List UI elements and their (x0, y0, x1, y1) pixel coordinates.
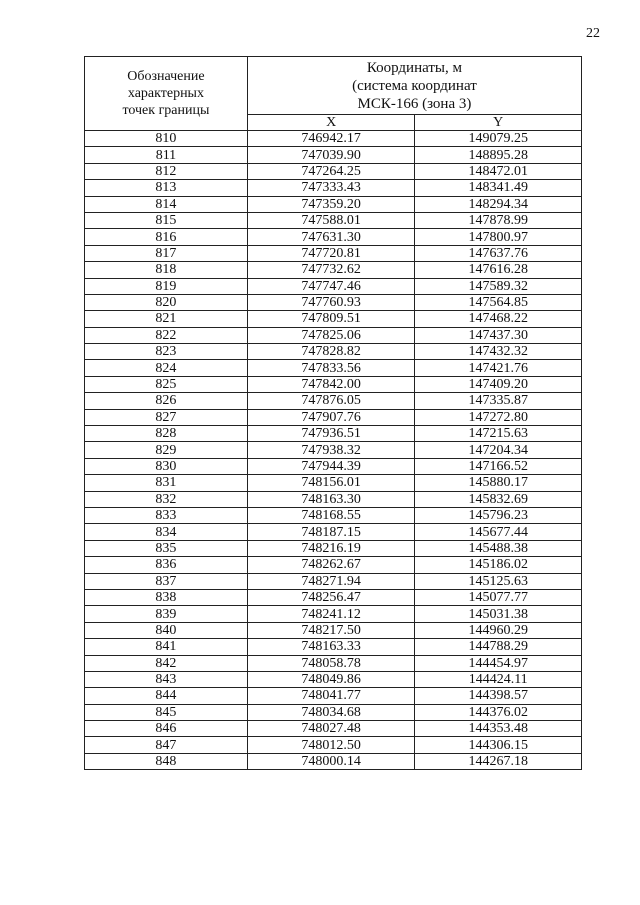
x-coordinate-cell: 748049.86 (247, 671, 415, 687)
y-coordinate-cell: 148472.01 (415, 163, 582, 179)
point-cell: 841 (85, 639, 248, 655)
table-row (85, 704, 582, 720)
x-coordinate-cell: 747264.25 (247, 163, 415, 179)
x-coordinate-cell: 748000.14 (247, 753, 415, 769)
y-coordinate-cell: 147272.80 (415, 409, 582, 425)
point-cell: 834 (85, 524, 248, 540)
point-cell: 812 (85, 163, 248, 179)
y-coordinate-cell: 144398.57 (415, 688, 582, 704)
point-cell: 840 (85, 622, 248, 638)
x-coordinate-cell: 748241.12 (247, 606, 415, 622)
point-cell: 810 (85, 131, 248, 147)
table-row (85, 589, 582, 605)
coordinates-header-line-2: (система координат (352, 77, 477, 94)
x-coordinate-cell: 747809.51 (247, 311, 415, 327)
table-row (85, 442, 582, 458)
x-coordinate-cell: 748262.67 (247, 557, 415, 573)
table-row (85, 573, 582, 589)
point-cell: 826 (85, 393, 248, 409)
x-coordinate-cell: 747833.56 (247, 360, 415, 376)
table-row (85, 524, 582, 540)
x-coordinate-cell: 748034.68 (247, 704, 415, 720)
y-coordinate-cell: 147437.30 (415, 327, 582, 343)
point-cell: 832 (85, 491, 248, 507)
x-coordinate-cell: 747876.05 (247, 393, 415, 409)
table-header (85, 57, 582, 131)
header-row (85, 57, 582, 115)
table-row (85, 737, 582, 753)
x-coordinate-cell: 747039.90 (247, 147, 415, 163)
table-row (85, 196, 582, 212)
x-coordinate-cell: 747825.06 (247, 327, 415, 343)
table-row (85, 655, 582, 671)
point-cell: 842 (85, 655, 248, 671)
y-coordinate-cell: 147468.22 (415, 311, 582, 327)
y-coordinate-cell: 147432.32 (415, 344, 582, 360)
table-row (85, 671, 582, 687)
x-coordinate-cell: 748058.78 (247, 655, 415, 671)
y-coordinate-cell: 145031.38 (415, 606, 582, 622)
y-coordinate-cell: 147564.85 (415, 294, 582, 310)
y-coordinate-cell: 147409.20 (415, 376, 582, 392)
table-row (85, 131, 582, 147)
point-cell: 814 (85, 196, 248, 212)
x-coordinate-cell: 747588.01 (247, 212, 415, 228)
table-row (85, 540, 582, 556)
point-cell: 847 (85, 737, 248, 753)
x-coordinate-cell: 747760.93 (247, 294, 415, 310)
table-row (85, 294, 582, 310)
y-coordinate-cell: 144454.97 (415, 655, 582, 671)
point-cell: 820 (85, 294, 248, 310)
x-coordinate-cell: 748271.94 (247, 573, 415, 589)
point-cell: 824 (85, 360, 248, 376)
x-column-header: X (247, 115, 415, 131)
point-cell: 827 (85, 409, 248, 425)
coordinates-header-line-1: Координаты, м (366, 59, 462, 76)
y-coordinate-cell: 147589.32 (415, 278, 582, 294)
x-coordinate-cell: 747828.82 (247, 344, 415, 360)
coordinates-table (84, 56, 582, 770)
x-coordinate-cell: 747936.51 (247, 426, 415, 442)
x-coordinate-cell: 748217.50 (247, 622, 415, 638)
table-row (85, 147, 582, 163)
y-coordinate-cell: 144267.18 (415, 753, 582, 769)
table-row (85, 606, 582, 622)
point-cell: 821 (85, 311, 248, 327)
point-cell: 817 (85, 245, 248, 261)
point-cell: 845 (85, 704, 248, 720)
y-coordinate-cell: 147616.28 (415, 262, 582, 278)
table-row (85, 245, 582, 261)
y-coordinate-cell: 144353.48 (415, 721, 582, 737)
point-cell: 822 (85, 327, 248, 343)
y-coordinate-cell: 147215.63 (415, 426, 582, 442)
y-column-header: Y (415, 115, 582, 131)
y-coordinate-cell: 147637.76 (415, 245, 582, 261)
table-row (85, 180, 582, 196)
designation-header (85, 57, 248, 131)
table-row (85, 721, 582, 737)
x-coordinate-cell: 748256.47 (247, 589, 415, 605)
table-row (85, 360, 582, 376)
point-cell: 839 (85, 606, 248, 622)
designation-header-line-2: характерных (127, 86, 204, 101)
point-cell: 813 (85, 180, 248, 196)
table-row (85, 262, 582, 278)
point-cell: 818 (85, 262, 248, 278)
table-row (85, 311, 582, 327)
point-cell: 846 (85, 721, 248, 737)
x-coordinate-cell: 748163.33 (247, 639, 415, 655)
x-coordinate-cell: 747720.81 (247, 245, 415, 261)
table-row (85, 475, 582, 491)
table-row (85, 753, 582, 769)
x-coordinate-cell: 748163.30 (247, 491, 415, 507)
y-coordinate-cell: 147335.87 (415, 393, 582, 409)
y-coordinate-cell: 145832.69 (415, 491, 582, 507)
point-cell: 833 (85, 507, 248, 523)
designation-header-line-3: точек границы (122, 103, 210, 118)
table-row (85, 639, 582, 655)
point-cell: 848 (85, 753, 248, 769)
table-row (85, 376, 582, 392)
table-row (85, 212, 582, 228)
point-cell: 829 (85, 442, 248, 458)
y-coordinate-cell: 148895.28 (415, 147, 582, 163)
y-coordinate-cell: 144376.02 (415, 704, 582, 720)
table-row (85, 688, 582, 704)
point-cell: 838 (85, 589, 248, 605)
x-coordinate-cell: 748216.19 (247, 540, 415, 556)
y-coordinate-cell: 144788.29 (415, 639, 582, 655)
table-body (85, 131, 582, 770)
point-cell: 831 (85, 475, 248, 491)
x-coordinate-cell: 748012.50 (247, 737, 415, 753)
table-row (85, 557, 582, 573)
x-coordinate-cell: 747359.20 (247, 196, 415, 212)
y-coordinate-cell: 145488.38 (415, 540, 582, 556)
y-coordinate-cell: 147800.97 (415, 229, 582, 245)
point-cell: 830 (85, 458, 248, 474)
table-row (85, 327, 582, 343)
point-cell: 843 (85, 671, 248, 687)
y-coordinate-cell: 147421.76 (415, 360, 582, 376)
point-cell: 835 (85, 540, 248, 556)
x-coordinate-cell: 747732.62 (247, 262, 415, 278)
y-coordinate-cell: 145125.63 (415, 573, 582, 589)
x-coordinate-cell: 747938.32 (247, 442, 415, 458)
table-row (85, 278, 582, 294)
x-coordinate-cell: 747907.76 (247, 409, 415, 425)
point-cell: 816 (85, 229, 248, 245)
table-row (85, 344, 582, 360)
x-coordinate-cell: 748168.55 (247, 507, 415, 523)
y-coordinate-cell: 149079.25 (415, 131, 582, 147)
y-coordinate-cell: 147204.34 (415, 442, 582, 458)
point-cell: 828 (85, 426, 248, 442)
y-coordinate-cell: 145880.17 (415, 475, 582, 491)
y-coordinate-cell: 144306.15 (415, 737, 582, 753)
x-coordinate-cell: 748041.77 (247, 688, 415, 704)
point-cell: 811 (85, 147, 248, 163)
y-coordinate-cell: 147166.52 (415, 458, 582, 474)
x-coordinate-cell: 748187.15 (247, 524, 415, 540)
y-coordinate-cell: 148341.49 (415, 180, 582, 196)
point-cell: 815 (85, 212, 248, 228)
designation-header-line-1: Обозначение (127, 69, 205, 84)
x-coordinate-cell: 747747.46 (247, 278, 415, 294)
point-cell: 837 (85, 573, 248, 589)
point-cell: 823 (85, 344, 248, 360)
table-row (85, 393, 582, 409)
y-coordinate-cell: 145077.77 (415, 589, 582, 605)
y-coordinate-cell: 145677.44 (415, 524, 582, 540)
table-row (85, 409, 582, 425)
table-row (85, 229, 582, 245)
point-cell: 825 (85, 376, 248, 392)
y-coordinate-cell: 148294.34 (415, 196, 582, 212)
x-coordinate-cell: 747842.00 (247, 376, 415, 392)
y-coordinate-cell: 147878.99 (415, 212, 582, 228)
x-coordinate-cell: 748156.01 (247, 475, 415, 491)
table-row (85, 507, 582, 523)
coordinates-header (247, 57, 581, 115)
point-cell: 836 (85, 557, 248, 573)
table-row (85, 163, 582, 179)
page-number: 22 (586, 26, 600, 41)
x-coordinate-cell: 747631.30 (247, 229, 415, 245)
table-row (85, 622, 582, 638)
table-row (85, 458, 582, 474)
table-row (85, 426, 582, 442)
table-row (85, 491, 582, 507)
x-coordinate-cell: 746942.17 (247, 131, 415, 147)
x-coordinate-cell: 747333.43 (247, 180, 415, 196)
point-cell: 819 (85, 278, 248, 294)
x-coordinate-cell: 747944.39 (247, 458, 415, 474)
y-coordinate-cell: 144960.29 (415, 622, 582, 638)
point-cell: 844 (85, 688, 248, 704)
y-coordinate-cell: 145186.02 (415, 557, 582, 573)
y-coordinate-cell: 145796.23 (415, 507, 582, 523)
x-coordinate-cell: 748027.48 (247, 721, 415, 737)
coordinates-header-line-3: МСК-166 (зона 3) (357, 95, 472, 112)
y-coordinate-cell: 144424.11 (415, 671, 582, 687)
